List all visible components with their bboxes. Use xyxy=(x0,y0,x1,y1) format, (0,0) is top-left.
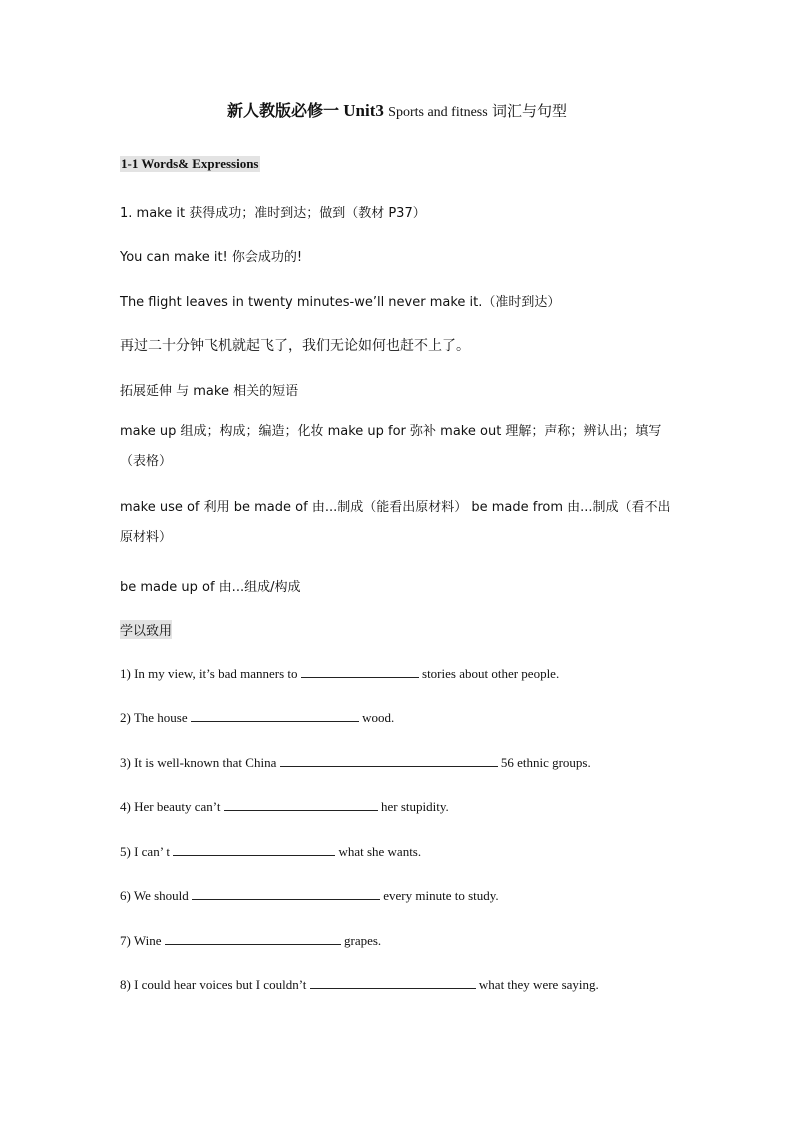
practice-item xyxy=(120,665,559,682)
entry-example-2: The flight leaves in twenty minutes-we’ll never make it.（准时到达） xyxy=(120,295,561,310)
practice-item-after: wood. xyxy=(358,710,395,725)
practice-item-after: 56 ethnic groups. xyxy=(497,755,591,770)
practice-item-before: 8) I could hear voices but I couldn’t xyxy=(120,977,310,992)
entry-example-2-translation: 再过二十分钟飞机就起飞了，我们无论如何也赶不上了。 xyxy=(120,338,470,354)
practice-item-after: stories about other people. xyxy=(418,666,560,681)
title-suffix: 词汇与句型 xyxy=(491,102,567,120)
practice-item-before: 7) Wine xyxy=(120,933,165,948)
answer-blank[interactable] xyxy=(192,887,380,900)
extension-phrases-3: be made up of 由...组成/构成 xyxy=(120,580,301,595)
extension-phrases-2: make use of 利用 be made of 由...制成（能看出原材料） be made from 由...制成（看不出原材料） xyxy=(120,500,671,545)
practice-item xyxy=(120,887,499,904)
practice-item-before: 4) Her beauty can’t xyxy=(120,799,224,814)
practice-item xyxy=(120,798,449,815)
practice-item-before: 2) The house xyxy=(120,710,191,725)
practice-heading: 学以致用 xyxy=(120,620,172,639)
practice-item xyxy=(120,754,591,771)
section-heading: 1-1 Words& Expressions xyxy=(121,156,259,171)
title-topic: Sports and fitness xyxy=(388,105,488,120)
answer-blank[interactable] xyxy=(224,798,378,811)
practice-item-after: what she wants. xyxy=(335,844,422,859)
practice-item xyxy=(120,709,394,726)
document-title xyxy=(0,98,794,121)
extension-phrases-1: make up 组成；构成；编造；化妆 make up for 弥补 make out 理解；声称；辨认出；填写（表格） xyxy=(120,424,662,469)
practice-item-before: 6) We should xyxy=(120,888,193,903)
practice-item-after: what they were saying. xyxy=(475,977,599,992)
practice-item-after: grapes. xyxy=(340,933,382,948)
practice-item-after: every minute to study. xyxy=(380,888,499,903)
practice-item xyxy=(120,976,599,993)
answer-blank[interactable] xyxy=(191,709,359,722)
answer-blank[interactable] xyxy=(301,665,419,678)
answer-blank[interactable] xyxy=(280,754,498,767)
practice-item-before: 3) It is well-known that China xyxy=(120,755,280,770)
title-unit: Unit3 xyxy=(343,101,384,120)
practice-item xyxy=(120,932,381,949)
entry-headword: 1. make it 获得成功；准时到达；做到（教材 P37） xyxy=(120,206,426,221)
entry-example-1: You can make it! 你会成功的! xyxy=(120,250,303,265)
practice-item-before: 1) In my view, it’s bad manners to xyxy=(120,666,301,681)
practice-item-after: her stupidity. xyxy=(377,799,449,814)
practice-item-before: 5) I can’ t xyxy=(120,844,174,859)
answer-blank[interactable] xyxy=(165,932,341,945)
extension-heading: 拓展延伸 与 make 相关的短语 xyxy=(120,384,299,399)
answer-blank[interactable] xyxy=(310,976,476,989)
title-prefix: 新人教版必修一 xyxy=(227,101,340,120)
answer-blank[interactable] xyxy=(173,843,335,856)
practice-item xyxy=(120,843,421,860)
